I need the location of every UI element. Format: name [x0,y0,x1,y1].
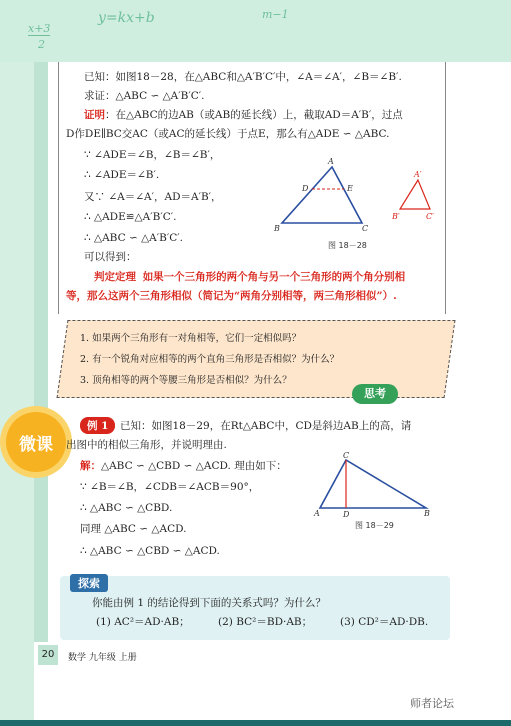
figure-18-28 [270,155,440,235]
label-b-prime: B′ [392,212,400,221]
triangle-abc [282,167,362,223]
label-b: B [274,224,280,233]
solution-line-4: 同理 △ABC ∽ △ACD. [80,523,187,535]
proof-given: 已知：如图18－28，在△ABC和△A′B′C′中，∠A＝∠A′，∠B＝∠B′. [84,71,402,83]
proof-step-5: ∴ △ABC ∽ △A′B′C′. [84,232,183,244]
example-given-1: 已知：如图18－29，在Rt△ABC中，CD是斜边AB上的高，请 [120,420,412,432]
triangle-a2b2c2 [400,180,430,209]
label-b-2: B [424,509,430,518]
header-formula-1: x+3 [28,22,51,35]
proof-step-4: ∴ △ADE≌△A′B′C′. [84,211,177,223]
label-c-prime: C′ [426,212,434,221]
figure-18-28-caption: 图 18－28 [328,241,367,250]
label-a: A [328,157,334,166]
micro-lesson-sun-icon[interactable] [6,412,66,472]
solution-line-2: ∵ ∠B＝∠B，∠CDB＝∠ACB＝90°， [80,481,260,493]
explore-tag: 探索 [70,574,108,592]
explore-formula-1: (1) AC²＝AD·AB； [96,616,190,628]
page-number: 20 [38,645,58,665]
think-question-2: 2. 有一个锐角对应相等的两个直角三角形是否相似？为什么？ [80,354,340,365]
explore-formula-2: (2) BC²＝BD·AB； [218,616,313,628]
label-c: C [362,224,369,233]
explore-question: 你能由例 1 的结论得到下面的关系式吗？为什么？ [92,597,326,609]
proof-line-1: ：在△ABC的边AB（或AB的延长线）上，截取AD＝A′B′，过点 [105,109,403,121]
figure-18-29 [312,450,436,520]
left-margin-strip [0,62,34,726]
proof-line-2: D作DE∥BC交AC（或AC的延长线）于点E，那么有△ADE ∽ △ABC. [66,128,390,140]
label-a-2: A [314,509,320,518]
watermark: 师者论坛 [410,697,454,710]
left-margin-strip-inner [34,62,48,642]
proof-label: 证明 [84,109,105,121]
solution-line-3: ∴ △ABC ∽ △CBD. [80,502,173,514]
label-a-prime: A′ [414,170,422,179]
think-question-1: 1. 如果两个三角形有一对角相等，它们一定相似吗？ [80,333,302,344]
triangle-abc-right [320,460,426,508]
proof-prove: 求证：△ABC ∽ △A′B′C′. [84,90,205,102]
header-formula-3: m−1 [262,8,289,21]
micro-lesson-label: 微课 [19,435,53,455]
label-e: E [347,184,353,193]
theorem-label: 判定定理 [94,271,136,283]
think-question-3: 3. 顶角相等的两个等腰三角形是否相似？为什么？ [80,375,292,386]
theorem-text-2: 等，那么这两个三角形相似（简记为“两角分别相等，两三角形相似”）. [66,290,397,302]
bottom-border [0,720,511,726]
example-tag: 例 1 [80,417,115,434]
solution-line-5: ∴ △ABC ∽ △CBD ∽ △ACD. [80,545,220,557]
label-c-2: C [343,451,350,460]
proof-conclusion-intro: 可以得到： [84,251,137,263]
solution-label: 解： [80,460,101,472]
think-badge: 思考 [352,384,398,404]
example-given-2: 出图中的相似三角形，并说明理由. [66,439,227,451]
header-formula-1-den: 2 [38,38,45,51]
label-d: D [302,184,309,193]
book-title: 数学 九年级 上册 [68,653,137,663]
explore-formula-3: (3) CD²＝AD·DB. [340,616,429,628]
solution-line-1: △ABC ∽ △CBD ∽ △ACD. 理由如下： [101,460,287,472]
proof-step-2: ∴ ∠ADE＝∠B′. [84,169,160,181]
proof-step-1: ∵ ∠ADE＝∠B，∠B＝∠B′， [84,149,221,161]
header-formula-2: y=kx+b [98,10,155,26]
proof-step-3: 又∵ ∠A＝∠A′，AD＝A′B′， [84,191,222,203]
theorem-text-1: 如果一个三角形的两个角与另一个三角形的两个角分别相 [142,271,406,283]
header-band [0,0,511,62]
figure-18-29-caption: 图 18－29 [355,521,394,530]
label-d-2: D [343,510,350,519]
